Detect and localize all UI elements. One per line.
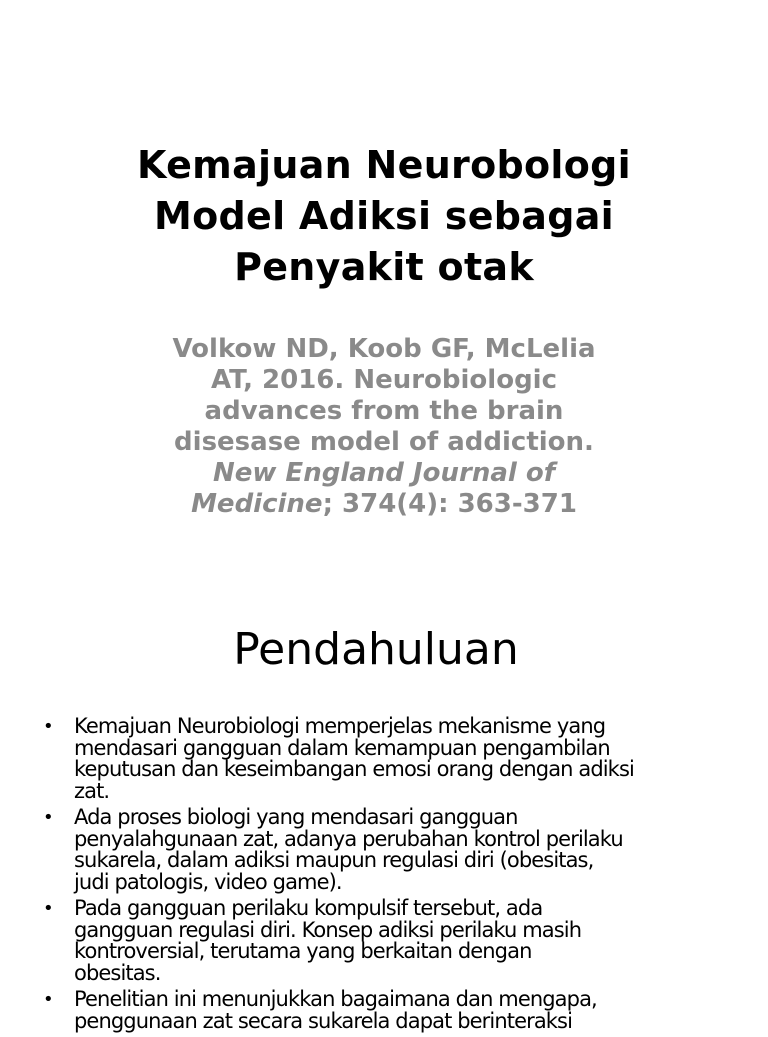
title-line: Penyakit otak: [234, 245, 534, 289]
bullet-icon: •: [43, 898, 54, 919]
bullet-text-line: kontroversial, terutama yang berkaitan dengan: [74, 939, 532, 963]
bullet-text-line: zat.: [74, 778, 110, 803]
citation-line: Volkow ND, Koob GF, McLelia: [172, 334, 596, 364]
journal-name: New England Journal of: [212, 458, 556, 488]
bullet-item: [0, 898, 768, 984]
bullet-text-line: Kemajuan Neurobiologi memperjelas mekanisme yang: [74, 714, 606, 738]
bullet-text-line: mendasari gangguan dalam kemampuan pengambilan: [74, 735, 610, 760]
citation-volume: ; 374(4): 363-371: [322, 489, 577, 519]
title-line: Kemajuan Neurobologi: [137, 143, 631, 187]
bullet-text-line: obesitas.: [74, 960, 161, 985]
bullet-list: [0, 716, 768, 1037]
citation-line: AT, 2016. Neurobiologic: [210, 365, 558, 395]
slide-title: [0, 140, 768, 293]
bullet-text-line: Ada proses biologi yang mendasari gangguan: [74, 805, 518, 829]
citation-line: disesase model of addiction.: [174, 427, 594, 457]
bullet-item: [0, 807, 768, 893]
bullet-text-line: penggunaan zat secara sukarela dapat berinteraksi: [74, 1008, 573, 1033]
bullet-text-line: penyalahgunaan zat, adanya perubahan kontrol perilaku: [74, 826, 623, 851]
bullet-text-line: judi patologis, video game).: [74, 869, 342, 894]
bullet-text-line: keputusan dan keseimbangan emosi orang dengan adiksi: [74, 757, 634, 781]
citation-line: [0, 489, 768, 520]
bullet-icon: •: [43, 716, 54, 737]
title-line: Model Adiksi sebagai: [153, 194, 615, 238]
citation: [0, 334, 768, 520]
bullet-text-line: Penelitian ini menunjukkan bagaimana dan mengapa,: [74, 987, 597, 1011]
bullet-icon: •: [43, 989, 54, 1010]
bullet-text-line: Pada gangguan perilaku kompulsif tersebut, ada: [74, 896, 543, 920]
bullet-icon: •: [43, 807, 54, 828]
citation-line: advances from the brain: [204, 396, 564, 426]
section-heading: Pendahuluan: [233, 624, 519, 675]
bullet-text-line: gangguan regulasi diri. Konsep adiksi perilaku masih: [74, 917, 582, 942]
journal-name: Medicine: [191, 489, 323, 519]
citation-line: [0, 458, 768, 489]
bullet-item: [0, 989, 768, 1032]
bullet-text-line: sukarela, dalam adiksi maupun regulasi diri (obesitas,: [74, 848, 594, 872]
bullet-item: [0, 716, 768, 802]
